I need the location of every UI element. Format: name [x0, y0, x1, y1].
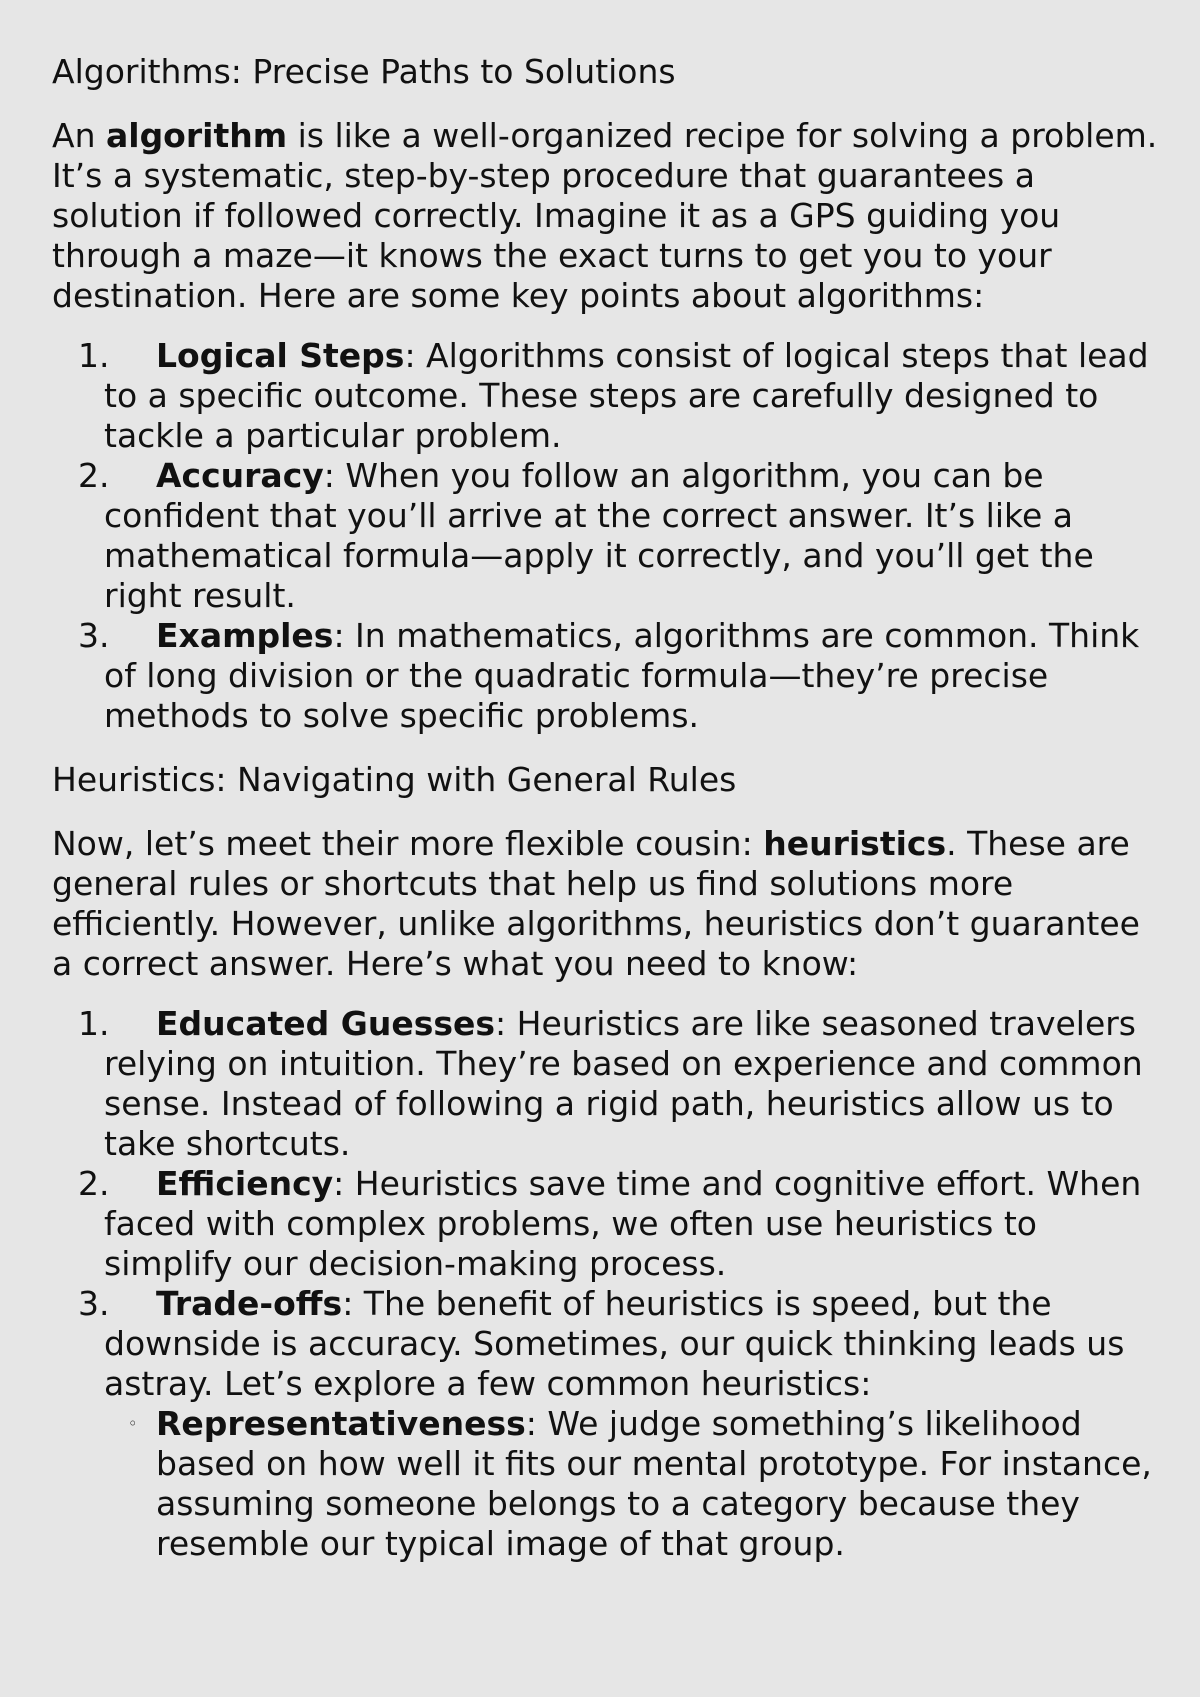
list-number: 2. — [78, 1164, 110, 1203]
algorithm-term: algorithm — [105, 116, 288, 155]
hollow-bullet-icon: ◦ — [128, 1414, 138, 1433]
list-item-text: : Heuristics save time and cognitive effort. When faced with complex problems, we often use heuristics to simplify our decision-making process. — [104, 1164, 1142, 1283]
list-item — [52, 336, 1160, 456]
list-number: 1. — [78, 336, 110, 375]
list-item-term: Accuracy — [156, 456, 324, 495]
list-number: 3. — [78, 616, 110, 655]
list-item — [52, 1284, 1160, 1564]
intro-text-rest: is like a well-organized recipe for solving a problem. It’s a systematic, step-by-step procedure that guarantees a solution if followed correctly. Imagine it as a GPS guiding you through a maze—it knows the exact turns to get you to your destination. Here are some key points about algorithms: — [52, 116, 1158, 315]
list-item-term: Examples — [156, 616, 334, 655]
list-item-term: Logical Steps — [156, 336, 405, 375]
list-item — [52, 1164, 1160, 1284]
heuristics-sublist — [104, 1404, 1160, 1564]
heuristics-list — [52, 1004, 1160, 1564]
intro-text-rest: . These are general rules or shortcuts that help us find solutions more efficiently. However, unlike algorithms, heuristics don’t guarantee a correct answer. Here’s what you need to know: — [52, 824, 1140, 983]
list-number: 3. — [78, 1284, 110, 1323]
list-item — [52, 1004, 1160, 1164]
list-item-term: Trade-offs — [156, 1284, 343, 1323]
list-item-text: : The benefit of heuristics is speed, but the downside is accuracy. Sometimes, our quick thinking leads us astray. Let’s explore a few common heuristics: — [104, 1284, 1125, 1403]
sublist-item-term: Representativeness — [156, 1404, 526, 1443]
sublist-item-text: : We judge something’s likelihood based on how well it fits our mental prototype. For instance, assuming someone belongs to a category because they resemble our typical image of that group. — [156, 1404, 1152, 1563]
sublist-item — [128, 1404, 1160, 1564]
list-item-term: Educated Guesses — [156, 1004, 496, 1043]
list-item-term: Efficiency — [156, 1164, 334, 1203]
list-item-text: : In mathematics, algorithms are common. Think of long division or the quadratic formula—they’re precise methods to solve specific problems. — [104, 616, 1140, 735]
intro-text-start: An — [52, 116, 106, 155]
heuristics-intro-paragraph — [52, 824, 1160, 984]
list-number: 2. — [78, 456, 110, 495]
list-item-text: : When you follow an algorithm, you can be confident that you’ll arrive at the correct answer. It’s like a mathematical formula—apply it correctly, and you’ll get the right result. — [104, 456, 1094, 615]
list-item — [52, 456, 1160, 616]
algorithms-intro-paragraph — [52, 116, 1160, 316]
section-heading-heuristics: Heuristics: Navigating with General Rules — [52, 760, 737, 799]
list-item-text: : Heuristics are like seasoned travelers relying on intuition. They’re based on experience and common sense. Instead of following a rigid path, heuristics allow us to take shortcuts. — [104, 1004, 1143, 1163]
list-number: 1. — [78, 1004, 110, 1043]
algorithms-list — [52, 336, 1160, 736]
list-item-text: : Algorithms consist of logical steps that lead to a specific outcome. These steps are carefully designed to tackle a particular problem. — [104, 336, 1149, 455]
list-item — [52, 616, 1160, 736]
heuristics-term: heuristics — [763, 824, 947, 863]
section-heading-algorithms: Algorithms: Precise Paths to Solutions — [52, 52, 676, 91]
intro-text-start: Now, let’s meet their more flexible cousin: — [52, 824, 764, 863]
